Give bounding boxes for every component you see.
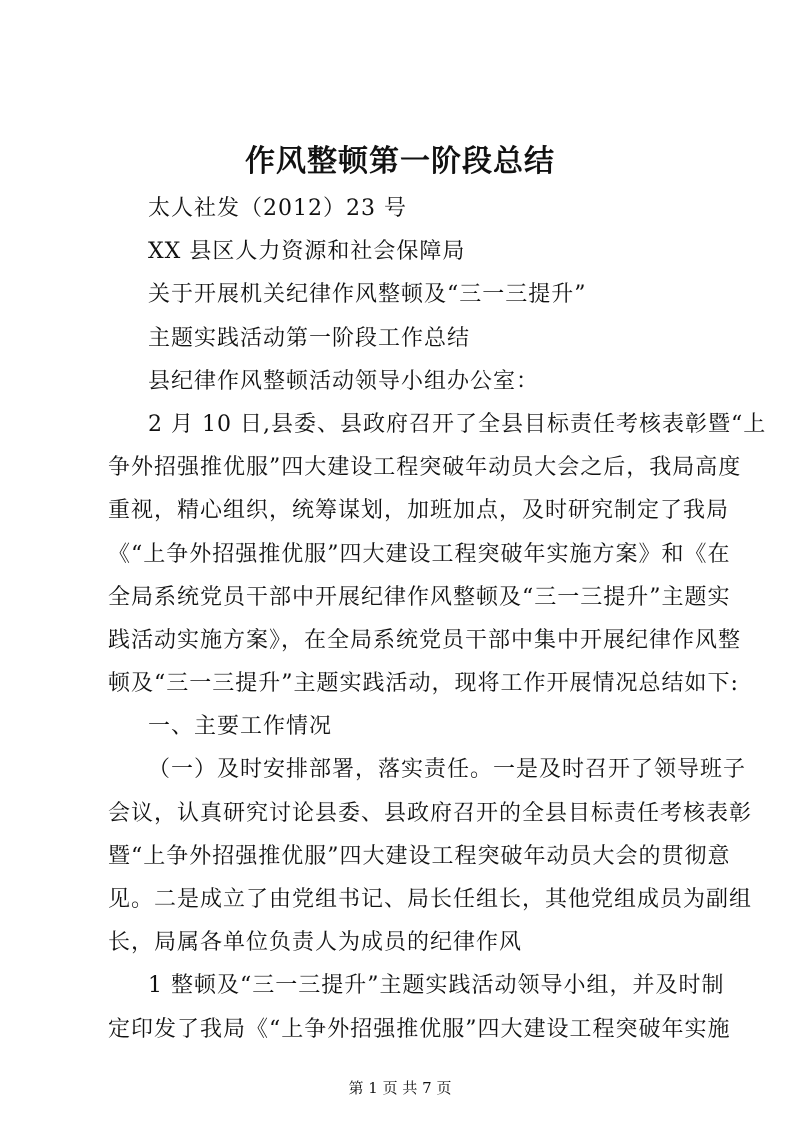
paragraph-line: 全局系统党员干部中开展纪律作风整顿及“三一三提升”主题实 [108, 584, 731, 610]
paragraph-line: 《“上争外招强推优服”四大建设工程突破年实施方案》和《在 [108, 541, 731, 567]
paragraph-line: 定印发了我局《“上争外招强推优服”四大建设工程突破年实施 [108, 1016, 731, 1042]
paragraph-line: 争外招强推优服”四大建设工程突破年动员大会之后，我局高度 [108, 455, 742, 481]
subject-line-2: 主题实践活动第一阶段工作总结 [148, 325, 471, 351]
paragraph-line: 长，局属各单位负责人为成员的纪律作风 [108, 930, 523, 956]
paragraph-line: 重视，精心组织，统筹谋划，加班加点，及时研究制定了我局 [108, 498, 730, 524]
paragraph-line: 顿及“三一三提升”主题实践活动，现将工作开展情况总结如下: [108, 671, 739, 697]
issuing-agency: XX 县区人力资源和社会保障局 [148, 239, 466, 265]
paragraph-line: 践活动实施方案》，在全局系统党员干部中集中开展纪律作风整 [108, 627, 742, 653]
paragraph-line: 暨“上争外招强推优服”四大建设工程突破年动员大会的贯彻意 [108, 843, 731, 869]
subject-line-1: 关于开展机关纪律作风整顿及“三一三提升” [148, 282, 587, 308]
doc-number: 太人社发（2012）23 号 [148, 196, 407, 221]
paragraph-line: 见。二是成立了由党组书记、局长任组长，其他党组成员为副组 [108, 887, 753, 912]
document-body [108, 187, 767, 1051]
page-footer: 第 1 页 共 7 页 [348, 1079, 452, 1097]
paragraph-line: 2 月 10 日,县委、县政府召开了全县目标责任考核表彰暨“上 [148, 411, 767, 437]
paragraph-line: 会议，认真研究讨论县委、县政府召开的全县目标责任考核表彰 [108, 800, 753, 826]
section-heading: 一、主要工作情况 [148, 714, 333, 740]
paragraph-line: （一）及时安排部署，落实责任。一是及时召开了领导班子 [148, 757, 747, 783]
document-title: 作风整顿第一阶段总结 [245, 144, 555, 179]
addressee: 县纪律作风整顿活动领导小组办公室： [148, 368, 540, 394]
paragraph-line: 1 整顿及“三一三提升”主题实践活动领导小组，并及时制 [148, 973, 725, 999]
